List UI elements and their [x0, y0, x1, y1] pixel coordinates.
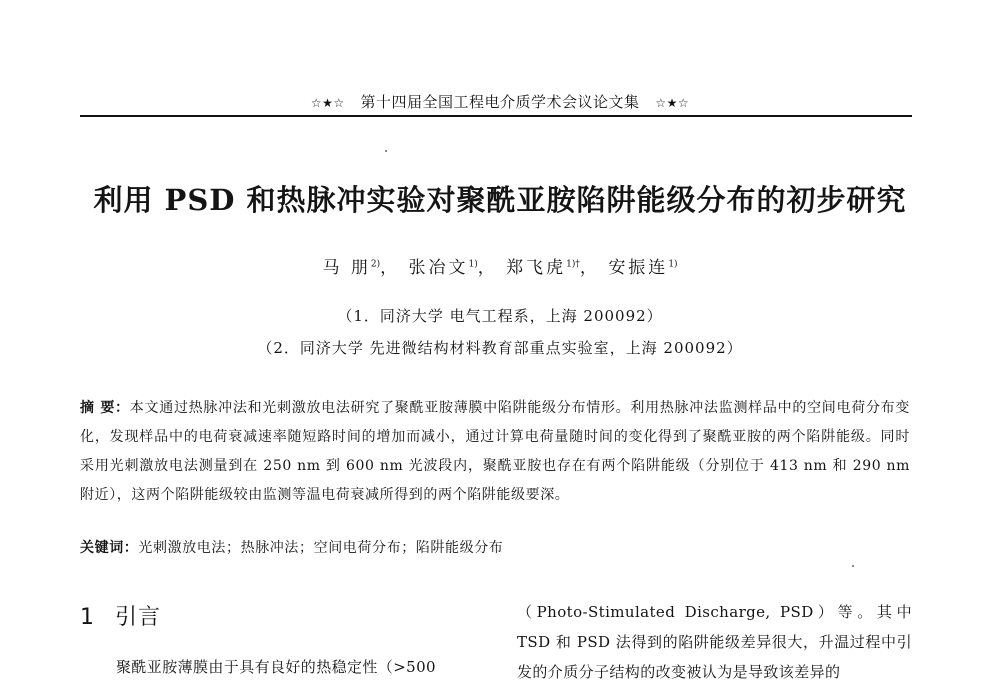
author-sep: ，: [380, 258, 401, 278]
header-text: 第十四届全国工程电介质学术会议论文集: [360, 93, 640, 111]
abstract-label: 摘 要：: [80, 400, 130, 416]
abstract-text: 本文通过热脉冲法和光刺激放电法研究了聚酰亚胺薄膜中陷阱能级分布情形。利用热脉冲法监测样品中的空间电荷分布变化，发现样品中的电荷衰减速率随短路时间的增加而减小，通过计算电荷量随时间的变化得到了聚酰亚胺的两个陷阱能级。同时采用光刺激放电法测量到在 250 nm 到 600 nm 光波段内，聚酰亚胺也存在有两个陷阱能级（分别位于 413 nm 和 290 nm 附近），这两个陷阱能级较由监测等温电荷衰减所得到的两个陷阱能级要深。: [80, 400, 911, 503]
scan-speck: [385, 150, 387, 152]
author-name: 马 朋: [322, 258, 371, 278]
paper-title: 利用 PSD 和热脉冲实验对聚酰亚胺陷阱能级分布的初步研究: [93, 183, 907, 217]
keywords: [80, 537, 910, 557]
author-mark: 1)†: [566, 259, 580, 270]
keywords-label: 关键词：: [80, 540, 139, 556]
section-number: 1: [80, 605, 95, 630]
header-rule: [80, 115, 912, 117]
header-stars-left: ☆★☆: [310, 96, 345, 110]
section-heading: [80, 600, 161, 631]
section-title: 引言: [115, 605, 162, 630]
author-name: 张冶文: [408, 258, 469, 278]
author-sep: ，: [477, 258, 498, 278]
author-mark: 1): [668, 259, 678, 270]
affiliation-2: （2．同济大学 先进微结构材料教育部重点实验室，上海 200092）: [257, 339, 743, 357]
keywords-text: 光刺激放电法；热脉冲法；空间电荷分布；陷阱能级分布: [138, 540, 504, 556]
author-name: 郑飞虎: [506, 258, 567, 278]
abstract: [80, 394, 910, 510]
body-paragraph-right: （Photo-Stimulated Discharge, PSD）等。其中 TSD 和 PSD 法得到的陷阱能级差异很大，升温过程中引发的介质分子结构的改变被认为是导致该差异的: [517, 603, 912, 681]
author-sep: ，: [579, 258, 600, 278]
author-mark: 1): [468, 259, 478, 270]
author-name: 安振连: [608, 258, 669, 278]
author-mark: 2): [370, 259, 381, 270]
running-header: [0, 91, 1000, 112]
author-list: [0, 253, 1000, 278]
affiliation-1: （1．同济大学 电气工程系，上海 200092）: [337, 307, 663, 325]
body-paragraph-left: 聚酰亚胺薄膜由于具有良好的热稳定性（>500: [116, 658, 437, 676]
header-stars-right: ☆★☆: [655, 96, 690, 110]
scan-speck: [852, 565, 854, 567]
